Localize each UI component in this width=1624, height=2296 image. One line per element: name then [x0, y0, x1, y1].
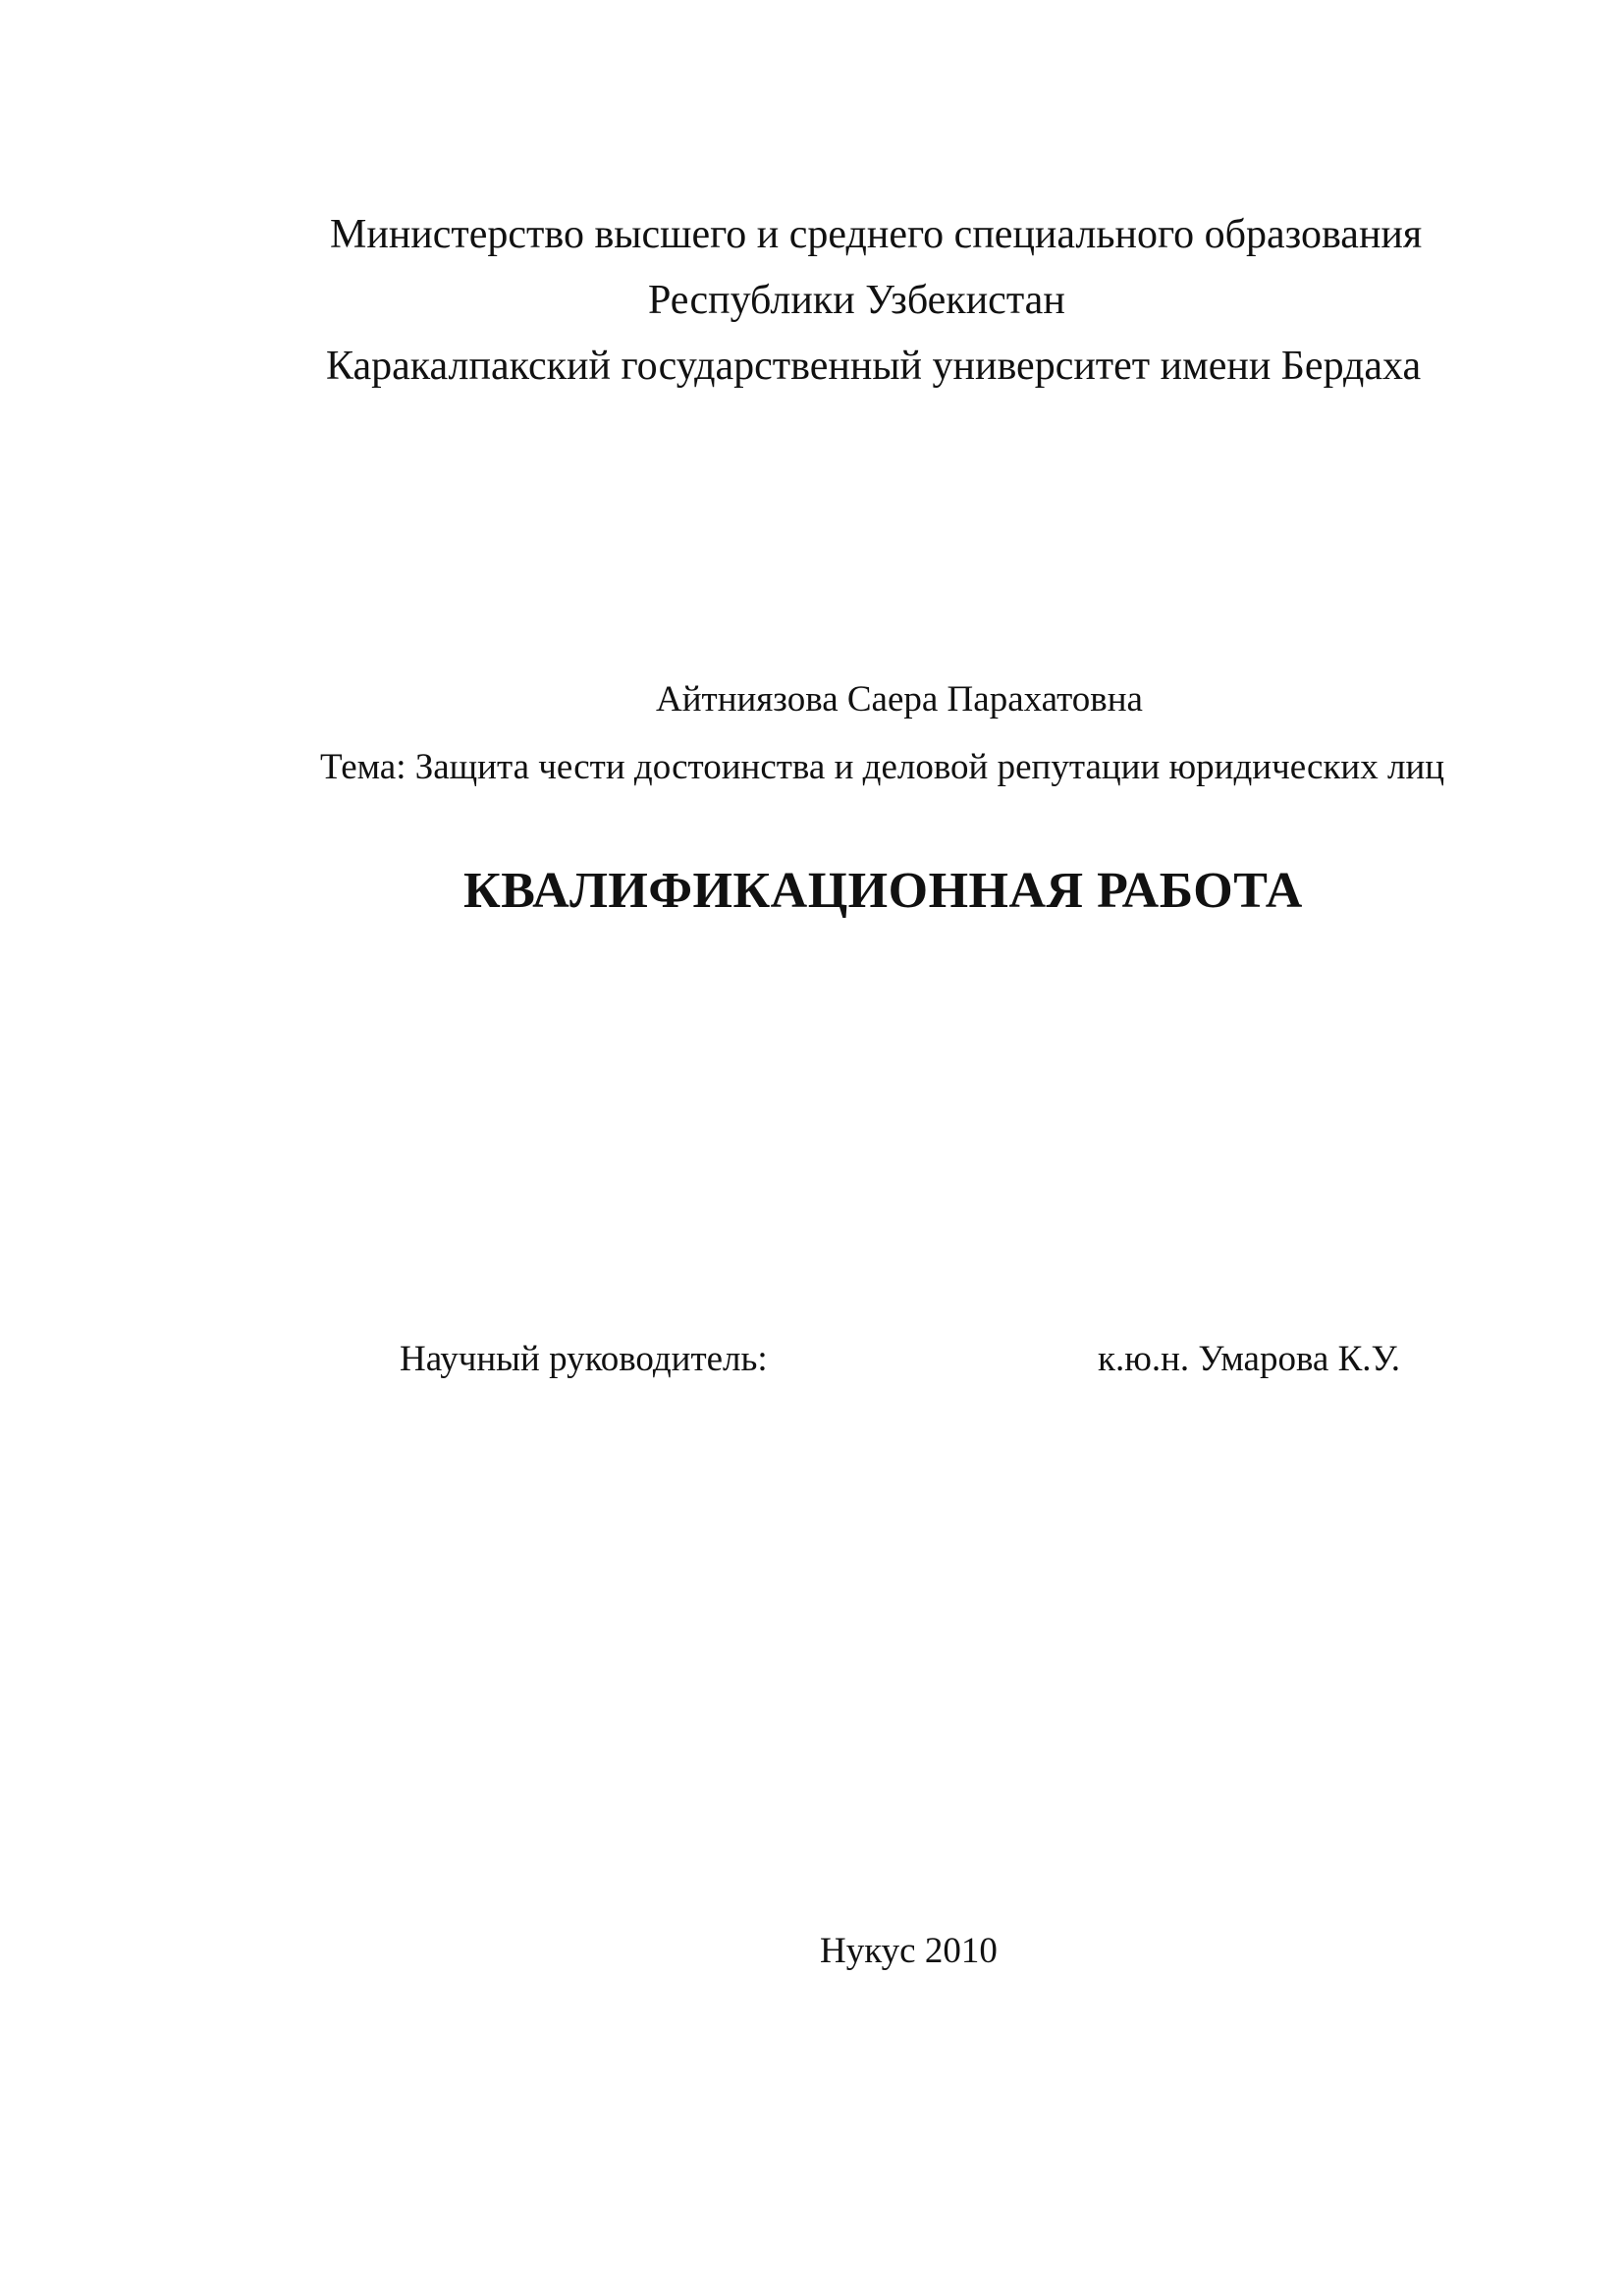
author-name: Айтниязова Саера Парахатовна	[656, 679, 1143, 720]
ministry-line-2: Республики Узбекистан	[648, 278, 1065, 323]
supervisor-name: к.ю.н. Умарова К.У.	[1098, 1339, 1400, 1379]
supervisor-label: Научный руководитель:	[400, 1339, 768, 1379]
ministry-line-1: Министерство высшего и среднего специального образования	[330, 212, 1423, 257]
document-title: КВАЛИФИКАЦИОННАЯ РАБОТА	[463, 863, 1303, 919]
university-name: Каракалпакский государственный университет имени Бердаха	[326, 344, 1422, 389]
topic-line: Тема: Защита чести достоинства и деловой репутации юридических лиц	[320, 747, 1445, 787]
city-year: Нукус 2010	[820, 1931, 998, 1971]
